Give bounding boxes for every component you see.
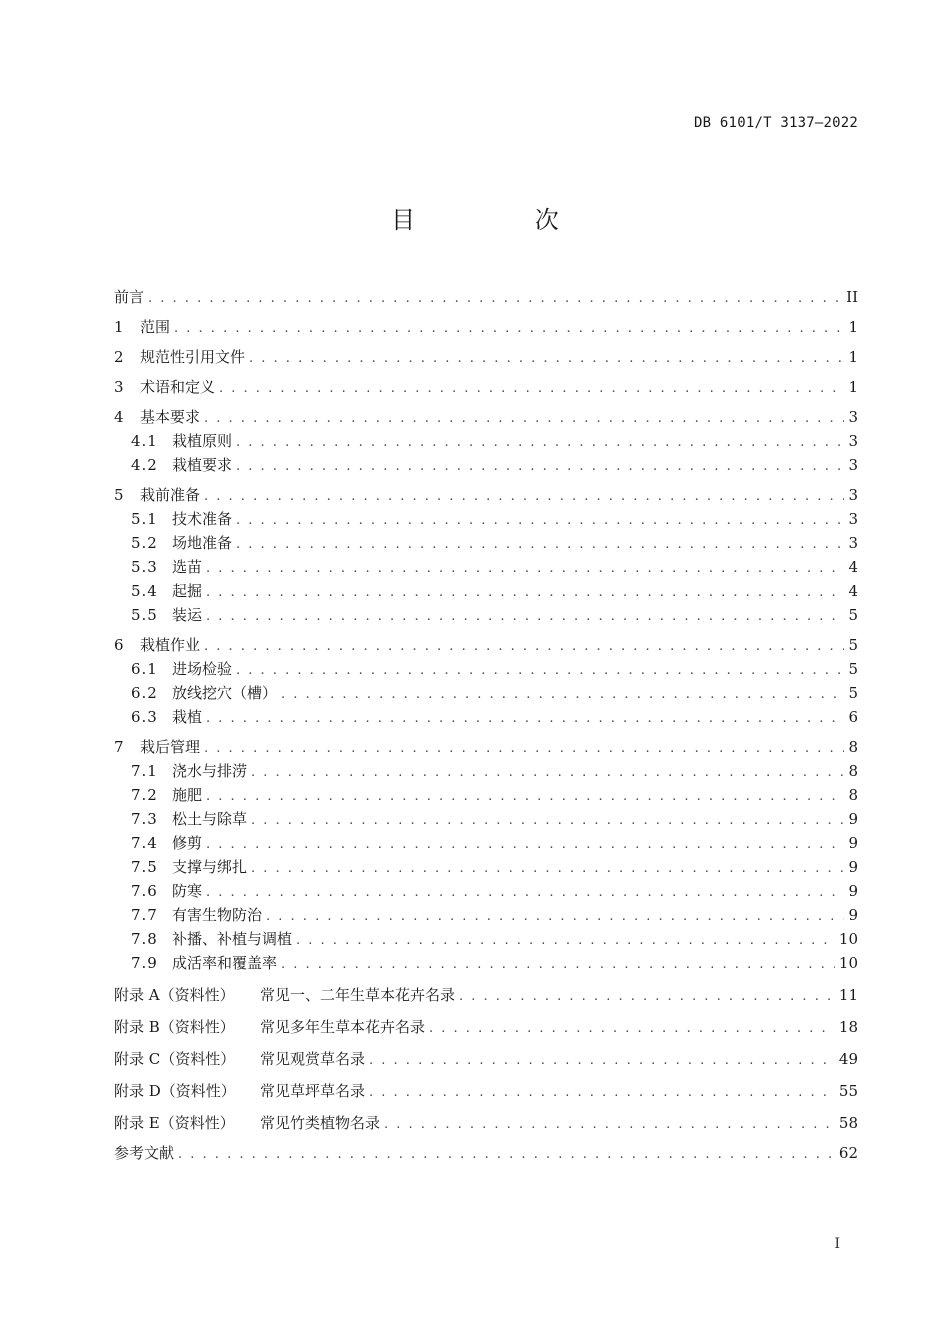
toc-entry-label: 技术准备: [172, 510, 233, 528]
toc-entry-number: 附录 C（资料性）: [114, 1050, 236, 1068]
toc-entry-number: 6.1: [131, 660, 158, 678]
toc-entry-number: 3: [114, 378, 124, 396]
dot-leader: [236, 431, 844, 455]
toc-entry-page: 1: [848, 378, 858, 396]
toc-entry-label: 栽前准备: [140, 486, 201, 504]
toc-title: 目 次: [391, 206, 615, 234]
dot-leader: [236, 659, 844, 683]
toc-entry[interactable]: [114, 345, 858, 369]
toc-entry-page: 9: [848, 882, 858, 900]
toc-entry-number: 5.5: [131, 606, 158, 624]
document-code: DB 6101/T 3137—2022: [694, 115, 858, 131]
toc-entry-label: 松土与除草: [172, 810, 248, 828]
toc-entry-label: 前言: [114, 288, 145, 306]
toc-entry-label: 常见观赏草名录: [260, 1050, 366, 1068]
dot-leader: [369, 1081, 835, 1105]
toc-entry-page: 10: [838, 954, 858, 972]
toc-entry-page: 3: [848, 408, 858, 426]
toc-entry-page: 1: [848, 348, 858, 366]
dot-leader: [204, 737, 844, 761]
toc-entry-page: 9: [848, 858, 858, 876]
dot-leader: [429, 1017, 835, 1041]
toc-entry[interactable]: [114, 807, 858, 831]
dot-leader: [148, 287, 842, 311]
toc-entry-label: 支撑与绑扎: [172, 858, 248, 876]
toc-entry-label: 进场检验: [172, 660, 233, 678]
toc-entry-page: 49: [838, 1050, 858, 1068]
dot-leader: [236, 455, 844, 479]
toc-entry[interactable]: [114, 927, 858, 951]
toc-entry-label: 选苗: [172, 558, 203, 576]
toc-entry-page: 55: [838, 1082, 858, 1100]
toc-entry-number: 4.1: [131, 432, 158, 450]
toc-entry-number: 4: [114, 408, 124, 426]
toc-entry-number: 7.5: [131, 858, 158, 876]
toc-entry[interactable]: [114, 759, 858, 783]
dot-leader: [251, 857, 844, 881]
toc-entry-label: 术语和定义: [140, 378, 216, 396]
toc-entry-page: 1: [848, 318, 858, 336]
toc-entry[interactable]: [114, 531, 858, 555]
toc-entry[interactable]: [114, 1015, 858, 1039]
toc-entry-label: 常见一、二年生草本花卉名录: [260, 986, 456, 1004]
dot-leader: [249, 347, 844, 371]
toc-entry-label: 常见竹类植物名录: [260, 1114, 381, 1132]
toc-entry-page: 11: [838, 986, 858, 1004]
toc-entry[interactable]: [114, 429, 858, 453]
toc-entry-number: 5.1: [131, 510, 158, 528]
dot-leader: [206, 881, 844, 905]
toc-entry-label: 施肥: [172, 786, 203, 804]
toc-entry-page: 8: [848, 762, 858, 780]
toc-entry-number: 7.8: [131, 930, 158, 948]
toc-entry-page: 10: [838, 930, 858, 948]
toc-entry-number: 附录 B（资料性）: [114, 1018, 235, 1036]
toc-entry-page: 4: [848, 582, 858, 600]
toc-entry-label: 场地准备: [172, 534, 233, 552]
dot-leader: [266, 905, 844, 929]
toc-entry[interactable]: [114, 507, 858, 531]
toc-entry-number: 5: [114, 486, 124, 504]
toc-entry-label: 栽植要求: [172, 456, 233, 474]
toc-entry-label: 有害生物防治: [172, 906, 263, 924]
dot-leader: [251, 809, 844, 833]
toc-entry-number: 5.4: [131, 582, 158, 600]
dot-leader: [384, 1113, 835, 1137]
toc-entry-page: 8: [848, 738, 858, 756]
toc-entry-label: 常见草坪草名录: [260, 1082, 366, 1100]
toc-entry-number: 7: [114, 738, 124, 756]
dot-leader: [206, 785, 844, 809]
toc-entry-page: 6: [848, 708, 858, 726]
toc-entry[interactable]: [114, 983, 858, 1007]
toc-entry[interactable]: [114, 1079, 858, 1103]
toc-entry-page: 3: [848, 510, 858, 528]
toc-entry[interactable]: [114, 903, 858, 927]
dot-leader: [281, 953, 835, 977]
toc-entry-page: 58: [838, 1114, 858, 1132]
toc-entry-label: 装运: [172, 606, 203, 624]
toc-entry-label: 成活率和覆盖率: [172, 954, 278, 972]
toc-entry-page: 5: [848, 660, 858, 678]
toc-entry-page: 62: [838, 1144, 858, 1162]
toc-entry-number: 附录 D（资料性）: [114, 1082, 236, 1100]
toc-entry[interactable]: [114, 1111, 858, 1135]
toc-entry[interactable]: [114, 951, 858, 975]
toc-entry-label: 范围: [140, 318, 171, 336]
toc-entry-label: 浇水与排涝: [172, 762, 248, 780]
toc-entry-label: 栽植作业: [140, 636, 201, 654]
table-of-contents: [114, 285, 858, 1165]
dot-leader: [204, 407, 844, 431]
toc-entry-number: 2: [114, 348, 124, 366]
dot-leader: [206, 581, 844, 605]
toc-entry-label: 栽后管理: [140, 738, 201, 756]
toc-entry[interactable]: [114, 285, 858, 309]
dot-leader: [251, 761, 844, 785]
toc-entry-label: 起掘: [172, 582, 203, 600]
toc-entry-number: 6: [114, 636, 124, 654]
toc-entry[interactable]: [114, 657, 858, 681]
toc-entry[interactable]: [114, 315, 858, 339]
toc-entry[interactable]: [114, 603, 858, 627]
dot-leader: [236, 533, 844, 557]
toc-entry-number: 6.2: [131, 684, 158, 702]
toc-entry[interactable]: [114, 633, 858, 657]
toc-entry-page: 5: [848, 606, 858, 624]
toc-entry[interactable]: [114, 1141, 858, 1165]
toc-entry-page: 8: [848, 786, 858, 804]
toc-entry[interactable]: [114, 879, 858, 903]
toc-entry-number: 5.2: [131, 534, 158, 552]
toc-entry-number: 7.1: [131, 762, 158, 780]
toc-entry-label: 补播、补植与调植: [172, 930, 293, 948]
dot-leader: [281, 683, 844, 707]
dot-leader: [459, 985, 835, 1009]
dot-leader: [178, 1143, 835, 1167]
toc-entry[interactable]: [114, 483, 858, 507]
toc-entry-number: 7.9: [131, 954, 158, 972]
toc-entry-number: 7.3: [131, 810, 158, 828]
dot-leader: [174, 317, 844, 341]
toc-entry-page: 5: [848, 636, 858, 654]
toc-entry[interactable]: [114, 375, 858, 399]
toc-entry-page: 3: [848, 432, 858, 450]
toc-entry[interactable]: [114, 831, 858, 855]
toc-entry[interactable]: [114, 579, 858, 603]
toc-entry-number: 6.3: [131, 708, 158, 726]
toc-entry-label: 修剪: [172, 834, 203, 852]
toc-entry[interactable]: [114, 405, 858, 429]
toc-entry-number: 7.4: [131, 834, 158, 852]
page-number: I: [834, 1236, 840, 1252]
toc-entry-label: 放线挖穴（槽）: [172, 684, 278, 702]
toc-entry[interactable]: [114, 453, 858, 477]
dot-leader: [206, 833, 844, 857]
toc-entry-number: 1: [114, 318, 124, 336]
toc-entry-label: 基本要求: [140, 408, 201, 426]
toc-entry-label: 栽植: [172, 708, 203, 726]
toc-entry-page: 18: [838, 1018, 858, 1036]
toc-entry-label: 参考文献: [114, 1144, 175, 1162]
toc-entry-page: 3: [848, 486, 858, 504]
toc-entry-page: 9: [848, 906, 858, 924]
dot-leader: [219, 377, 844, 401]
toc-entry-number: 7.2: [131, 786, 158, 804]
toc-entry[interactable]: [114, 735, 858, 759]
toc-entry-label: 防寒: [172, 882, 203, 900]
toc-entry-page: 5: [848, 684, 858, 702]
toc-entry-page: 9: [848, 834, 858, 852]
toc-entry-number: 5.3: [131, 558, 158, 576]
toc-entry-page: 4: [848, 558, 858, 576]
toc-entry-number: 附录 E（资料性）: [114, 1114, 235, 1132]
toc-entry[interactable]: [114, 855, 858, 879]
toc-entry-number: 7.6: [131, 882, 158, 900]
toc-entry[interactable]: [114, 1047, 858, 1071]
toc-entry[interactable]: [114, 705, 858, 729]
toc-entry-number: 4.2: [131, 456, 158, 474]
dot-leader: [206, 707, 844, 731]
toc-entry-page: 3: [848, 456, 858, 474]
toc-entry-page: II: [846, 288, 858, 306]
toc-entry-page: 3: [848, 534, 858, 552]
dot-leader: [296, 929, 835, 953]
toc-entry[interactable]: [114, 555, 858, 579]
toc-entry-number: 7.7: [131, 906, 158, 924]
toc-entry-label: 常见多年生草本花卉名录: [260, 1018, 426, 1036]
toc-entry-label: 栽植原则: [172, 432, 233, 450]
toc-entry[interactable]: [114, 681, 858, 705]
toc-entry[interactable]: [114, 783, 858, 807]
toc-entry-page: 9: [848, 810, 858, 828]
dot-leader: [236, 509, 844, 533]
toc-entry-number: 附录 A（资料性）: [114, 986, 235, 1004]
dot-leader: [206, 605, 844, 629]
dot-leader: [204, 485, 844, 509]
dot-leader: [369, 1049, 835, 1073]
dot-leader: [204, 635, 844, 659]
dot-leader: [206, 557, 844, 581]
toc-entry-label: 规范性引用文件: [140, 348, 246, 366]
